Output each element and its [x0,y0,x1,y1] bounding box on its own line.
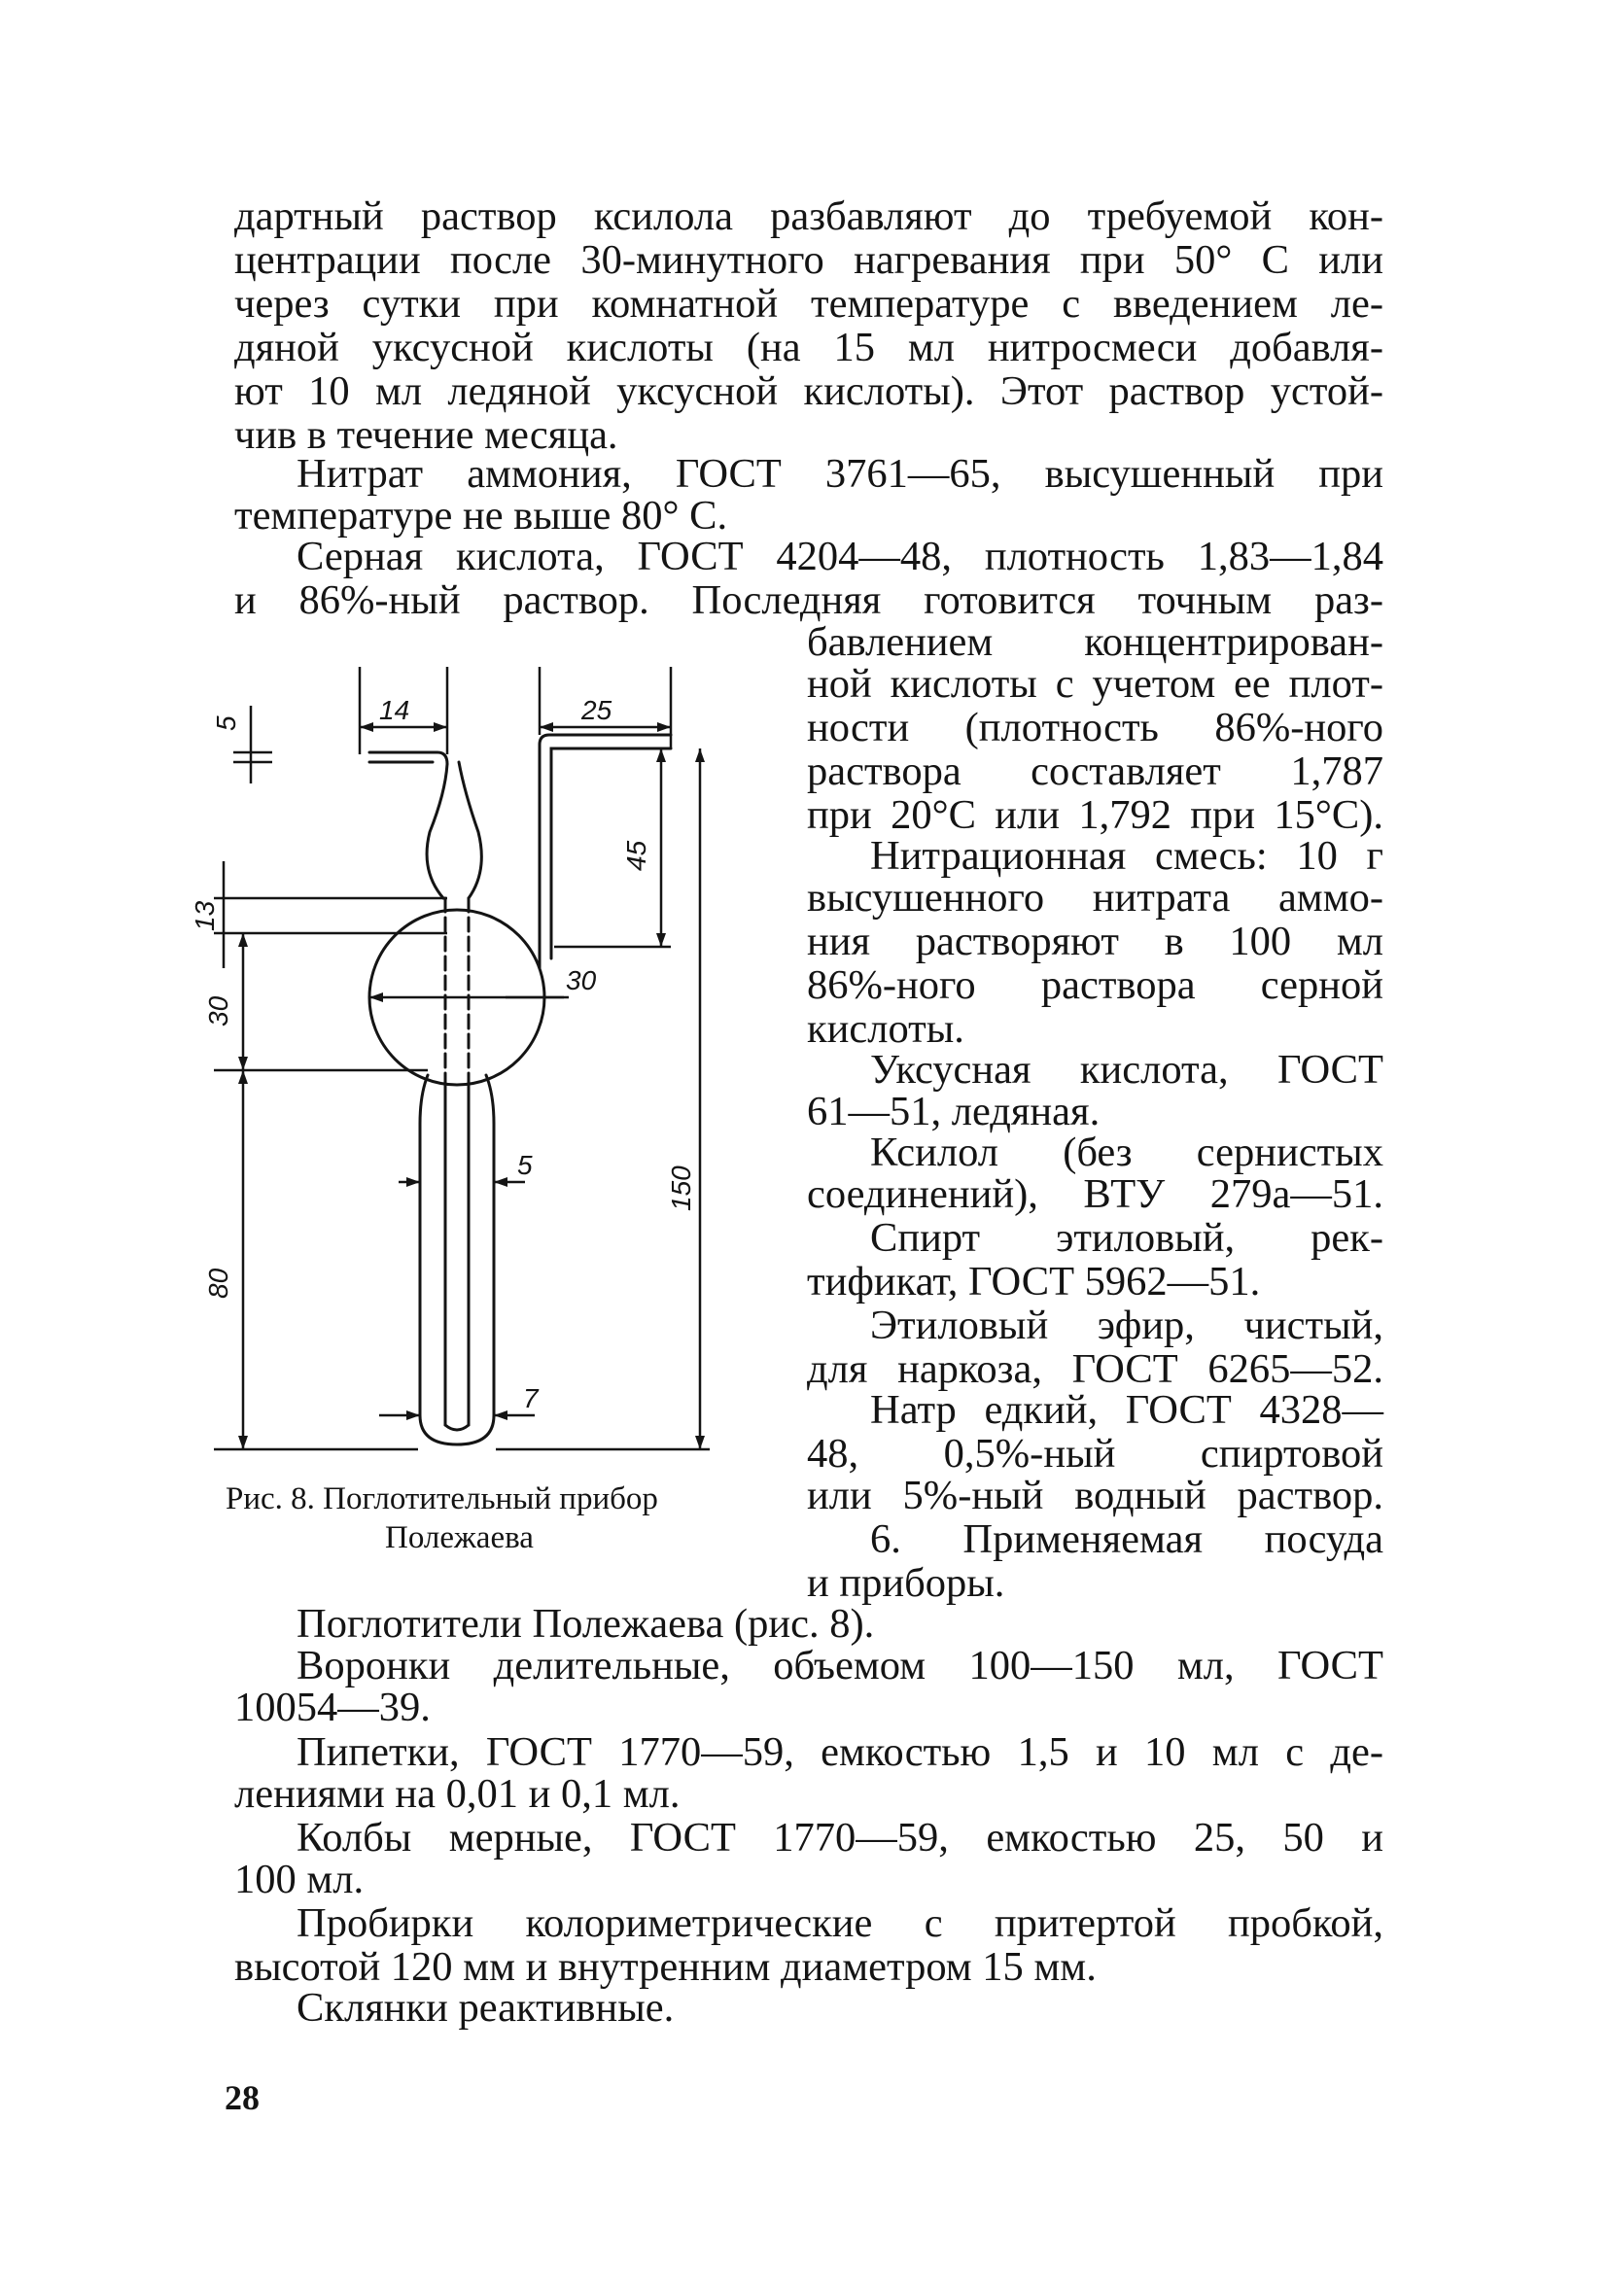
absorber-drawing [190,638,768,1493]
text-line: чив в течение месяца. [234,412,618,458]
text-line: тификат, ГОСТ 5962—51. [807,1259,1261,1305]
text-line: Воронки делительные, объемом 100—150 мл, ГОСТ [297,1643,1383,1688]
text-line: Ксилол (без сернистых [870,1130,1383,1175]
figure-caption: Полежаева [385,1520,534,1555]
text-line: 48, 0,5%-ный спиртовой [807,1431,1383,1477]
text-line: центрации после 30-минутного нагревания при 50° С или [234,237,1383,283]
dim-label: 7 [523,1383,539,1413]
dimension-arrows [238,722,705,1449]
dim-label: 30 [566,965,597,995]
text-line: Нитрат аммония, ГОСТ 3761—65, высушенный при [297,451,1383,497]
dimension-lines [214,667,710,1449]
text-line: кислоты. [807,1006,964,1052]
text-line: Этиловый эфир, чистый, [870,1303,1383,1348]
text-line: Пипетки, ГОСТ 1770—59, емкостью 1,5 и 10 мл с де- [297,1729,1383,1775]
text-line: лениями на 0,01 и 0,1 мл. [234,1771,681,1817]
text-line: Колбы мерные, ГОСТ 1770—59, емкостью 25, 50 и [297,1815,1383,1861]
text-line: Поглотители Полежаева (рис. 8). [297,1601,875,1647]
text-line: или 5%-ный водный раствор. [807,1473,1383,1518]
page-number: 28 [225,2078,260,2117]
text-line: 86%-ного раствора серной [807,962,1383,1008]
text-line: Спирт этиловый, рек- [870,1215,1383,1261]
figure-caption: Рис. 8. Поглотительный прибор [226,1481,658,1516]
text-line: 61—51, ледяная. [807,1089,1101,1134]
text-line: 6. Применяемая посуда [870,1516,1383,1562]
text-line: температуре не выше 80° С. [234,493,728,539]
text-line: 10054—39. [234,1685,431,1730]
text-line: ния растворяют в 100 мл [807,919,1383,964]
dim-label: 25 [581,695,612,725]
text-line: через сутки при комнатной температуре с введением ле- [234,281,1383,327]
dim-label: 45 [621,840,651,871]
text-line: ной кислоты с учетом ее плот- [807,661,1383,707]
text-line: высотой 120 мм и внутренним диаметром 15 мм. [234,1944,1097,1990]
text-line: и приборы. [807,1560,1005,1606]
text-line: Уксусная кислота, ГОСТ [870,1047,1383,1093]
dim-label: 13 [190,900,220,931]
text-line: Нитрационная смесь: 10 г [870,833,1383,879]
text-line: Пробирки колориметрические с притертой пробкой, [297,1900,1383,1946]
text-line: дяной уксусной кислоты (на 15 мл нитросмеси добавля- [234,325,1383,370]
dim-label: 150 [666,1165,696,1211]
text-line: соединений), ВТУ 279а—51. [807,1171,1383,1217]
text-line: и 86%-ный раствор. Последняя готовится точным раз- [234,577,1383,623]
text-line: Натр едкий, ГОСТ 4328— [870,1387,1383,1433]
text-line: Серная кислота, ГОСТ 4204—48, плотность 1,83—1,84 [297,534,1383,579]
text-line: при 20°С или 1,792 при 15°С). [807,792,1383,838]
text-line: высушенного нитрата аммо- [807,875,1383,921]
dim-label: 5 [211,715,241,731]
text-line: для наркоза, ГОСТ 6265—52. [807,1346,1383,1392]
text-line: бавлением концентрирован- [807,619,1383,665]
dim-label: 5 [517,1150,533,1180]
text-line: дартный раствор ксилола разбавляют до требуемой кон- [234,193,1383,239]
dim-label: 80 [203,1268,233,1299]
text-line: 100 мл. [234,1857,365,1902]
text-line: Склянки реактивные. [297,1985,675,2031]
dim-label: 30 [203,995,233,1026]
text-line: раствора составляет 1,787 [807,748,1383,794]
figure-polezhaev-absorber [190,638,768,1493]
dim-label: 14 [379,695,410,725]
text-line: ности (плотность 86%-ного [807,705,1383,750]
text-line: ют 10 мл ледяной уксусной кислоты). Этот раствор устой- [234,368,1383,414]
